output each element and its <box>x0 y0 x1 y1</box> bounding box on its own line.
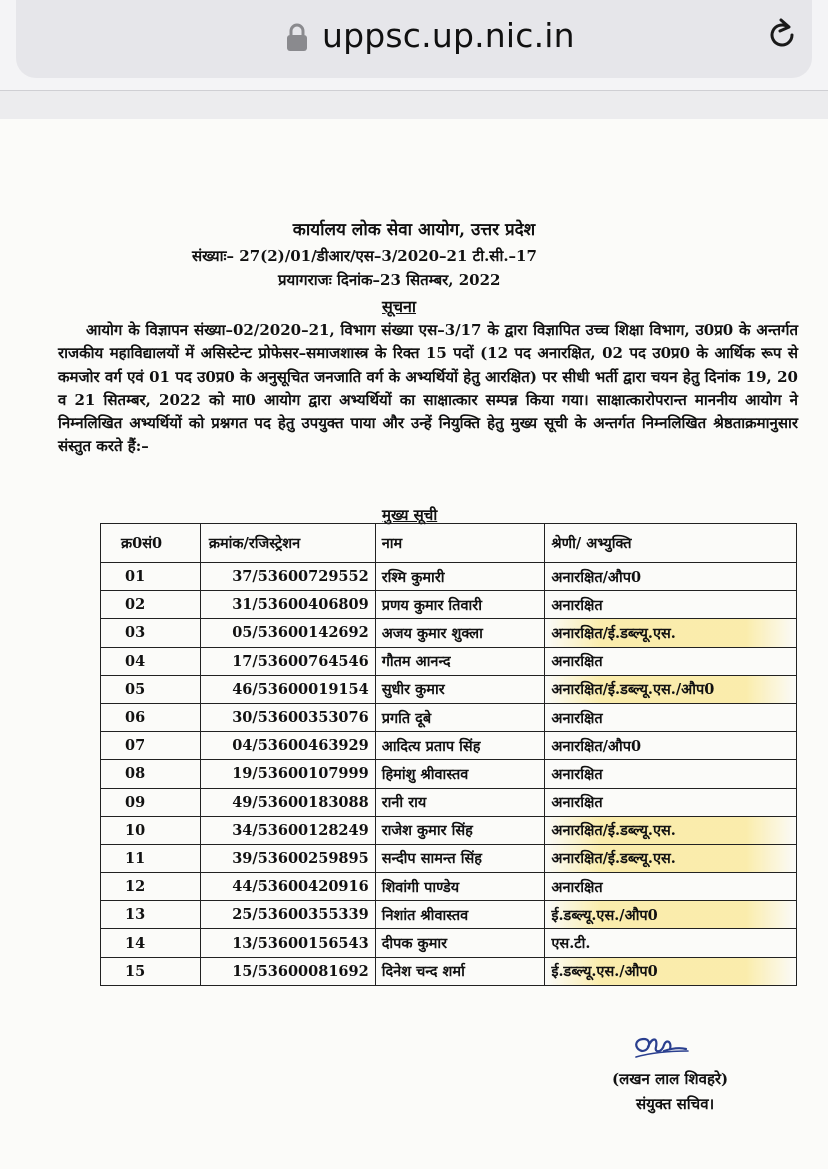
cell-name: गौतम आनन्द <box>375 647 545 675</box>
cell-sn: 01 <box>101 563 201 591</box>
cell-sn: 10 <box>101 816 201 844</box>
cell-name: रश्मि कुमारी <box>375 563 545 591</box>
notice-title: सूचना <box>382 297 417 316</box>
cell-name: सन्दीप सामन्त सिंह <box>375 844 545 872</box>
cell-registration: 37/53600729552 <box>200 563 375 591</box>
cell-name: रानी राय <box>375 788 545 816</box>
reload-icon[interactable] <box>764 17 800 53</box>
cell-category: अनारक्षित/ई.डब्ल्यू.एस. <box>545 844 797 872</box>
table-row <box>101 563 797 591</box>
header-sn: क्र0सं0 <box>101 524 201 563</box>
cell-registration: 46/53600019154 <box>200 675 375 703</box>
cell-sn: 13 <box>101 901 201 929</box>
cell-name: सुधीर कुमार <box>375 675 545 703</box>
header-category: श्रेणी/ अभ्युक्ति <box>545 524 797 563</box>
cell-registration: 13/53600156543 <box>200 929 375 957</box>
table-row <box>101 788 797 816</box>
table-row <box>101 703 797 731</box>
cell-registration: 04/53600463929 <box>200 732 375 760</box>
notice-paragraph <box>58 319 798 459</box>
table-row <box>101 760 797 788</box>
cell-registration: 31/53600406809 <box>200 591 375 619</box>
cell-sn: 11 <box>101 844 201 872</box>
cell-name: निशांत श्रीवास्तव <box>375 901 545 929</box>
signer-designation: संयुक्त सचिव। <box>636 1095 715 1113</box>
cell-name: दिनेश चन्द शर्मा <box>375 957 545 985</box>
cell-name: आदित्य प्रताप सिंह <box>375 732 545 760</box>
cell-sn: 03 <box>101 619 201 647</box>
url-text[interactable]: uppsc.up.nic.in <box>322 16 575 55</box>
cell-registration: 25/53600355339 <box>200 901 375 929</box>
lock-icon <box>286 22 308 52</box>
address-bar[interactable] <box>16 0 812 78</box>
table-row <box>101 901 797 929</box>
table-row <box>101 957 797 985</box>
cell-sn: 04 <box>101 647 201 675</box>
cell-category: एस.टी. <box>545 929 797 957</box>
table-row <box>101 873 797 901</box>
table-row <box>101 591 797 619</box>
table-row <box>101 732 797 760</box>
cell-name: राजेश कुमार सिंह <box>375 816 545 844</box>
page-top-strip <box>0 91 828 119</box>
cell-registration: 15/53600081692 <box>200 957 375 985</box>
notice-document <box>0 119 828 1169</box>
cell-category: अनारक्षित/ई.डब्ल्यू.एस./औप0 <box>545 675 797 703</box>
main-list-table <box>100 523 797 986</box>
cell-sn: 06 <box>101 703 201 731</box>
cell-sn: 15 <box>101 957 201 985</box>
table-row <box>101 844 797 872</box>
cell-category: अनारक्षित <box>545 591 797 619</box>
table-header-row <box>101 524 797 563</box>
cell-registration: 49/53600183088 <box>200 788 375 816</box>
office-heading: कार्यालय लोक सेवा आयोग, उत्तर प्रदेश <box>292 220 536 240</box>
cell-sn: 14 <box>101 929 201 957</box>
cell-name: शिवांगी पाण्डेय <box>375 873 545 901</box>
cell-category: अनारक्षित <box>545 703 797 731</box>
cell-category: अनारक्षित/ई.डब्ल्यू.एस. <box>545 816 797 844</box>
cell-category: अनारक्षित <box>545 873 797 901</box>
table-row <box>101 929 797 957</box>
cell-sn: 05 <box>101 675 201 703</box>
main-list-title: मुख्य सूची <box>382 506 438 524</box>
cell-registration: 05/53600142692 <box>200 619 375 647</box>
cell-sn: 09 <box>101 788 201 816</box>
cell-category: अनारक्षित/औप0 <box>545 563 797 591</box>
cell-sn: 02 <box>101 591 201 619</box>
reference-number: संख्याः– 27(2)/01/डीआर/एस–3/2020–21 टी.सी.–17 <box>192 247 537 265</box>
table-row <box>101 647 797 675</box>
table-row <box>101 675 797 703</box>
cell-category: अनारक्षित <box>545 647 797 675</box>
cell-sn: 12 <box>101 873 201 901</box>
cell-category: अनारक्षित <box>545 788 797 816</box>
browser-chrome <box>0 0 828 90</box>
cell-category: अनारक्षित <box>545 760 797 788</box>
cell-registration: 34/53600128249 <box>200 816 375 844</box>
cell-registration: 30/53600353076 <box>200 703 375 731</box>
cell-name: अजय कुमार शुक्ला <box>375 619 545 647</box>
cell-category: अनारक्षित/औप0 <box>545 732 797 760</box>
cell-name: दीपक कुमार <box>375 929 545 957</box>
table-row <box>101 816 797 844</box>
signer-name: (लखन लाल शिवहरे) <box>612 1070 729 1088</box>
header-registration: क्रमांक/रजिस्ट्रेशन <box>200 524 375 563</box>
notice-paragraph-text: आयोग के विज्ञापन संख्या–02/2020–21, विभाग संख्या एस–3/17 के द्वारा विज्ञापित उच्च शिक्षा विभाग, उ0प्र0 के अन्तर्गत राजकीय महाविद्यालयों में असिस्टेन्ट प्रोफेसर–समाजशास्त्र के रिक्त 15 पदों (12 पद अनारक्षित, 02 पद उ0प्र0 के आर्थिक रूप से कमजोर वर्ग एवं 01 पद उ0प्र0 के अनुसूचित जनजाति वर्ग के अभ्यर्थियों हेतु आरक्षित) पर सीधी भर्ती द्वारा चयन हेतु दिनांक 19, 20 व 21 सितम्बर, 2022 को मा0 आयोग द्वारा अभ्यर्थियों का साक्षात्कार सम्पन्न किया गया। साक्षात्कारोपरान्त माननीय आयोग ने निम्नलिखित अभ्यर्थियों को प्रश्नगत पद हेतु उपयुक्त पाया और उन्हें नियुक्ति हेतु मुख्य सूची के अन्तर्गत निम्नलिखित श्रेष्ठताक्रमानुसार संस्तुत करते हैं:– <box>58 321 798 456</box>
cell-category: ई.डब्ल्यू.एस./औप0 <box>545 901 797 929</box>
cell-category: ई.डब्ल्यू.एस./औप0 <box>545 957 797 985</box>
cell-registration: 17/53600764546 <box>200 647 375 675</box>
place-date: प्रयागराजः दिनांक–23 सितम्बर, 2022 <box>278 271 501 289</box>
cell-name: प्रणय कुमार तिवारी <box>375 591 545 619</box>
signature-mark <box>628 1031 698 1065</box>
cell-sn: 08 <box>101 760 201 788</box>
cell-name: हिमांशु श्रीवास्तव <box>375 760 545 788</box>
cell-category: अनारक्षित/ई.डब्ल्यू.एस. <box>545 619 797 647</box>
cell-sn: 07 <box>101 732 201 760</box>
cell-name: प्रगति दूबे <box>375 703 545 731</box>
header-name: नाम <box>375 524 545 563</box>
cell-registration: 19/53600107999 <box>200 760 375 788</box>
cell-registration: 44/53600420916 <box>200 873 375 901</box>
table-row <box>101 619 797 647</box>
cell-registration: 39/53600259895 <box>200 844 375 872</box>
